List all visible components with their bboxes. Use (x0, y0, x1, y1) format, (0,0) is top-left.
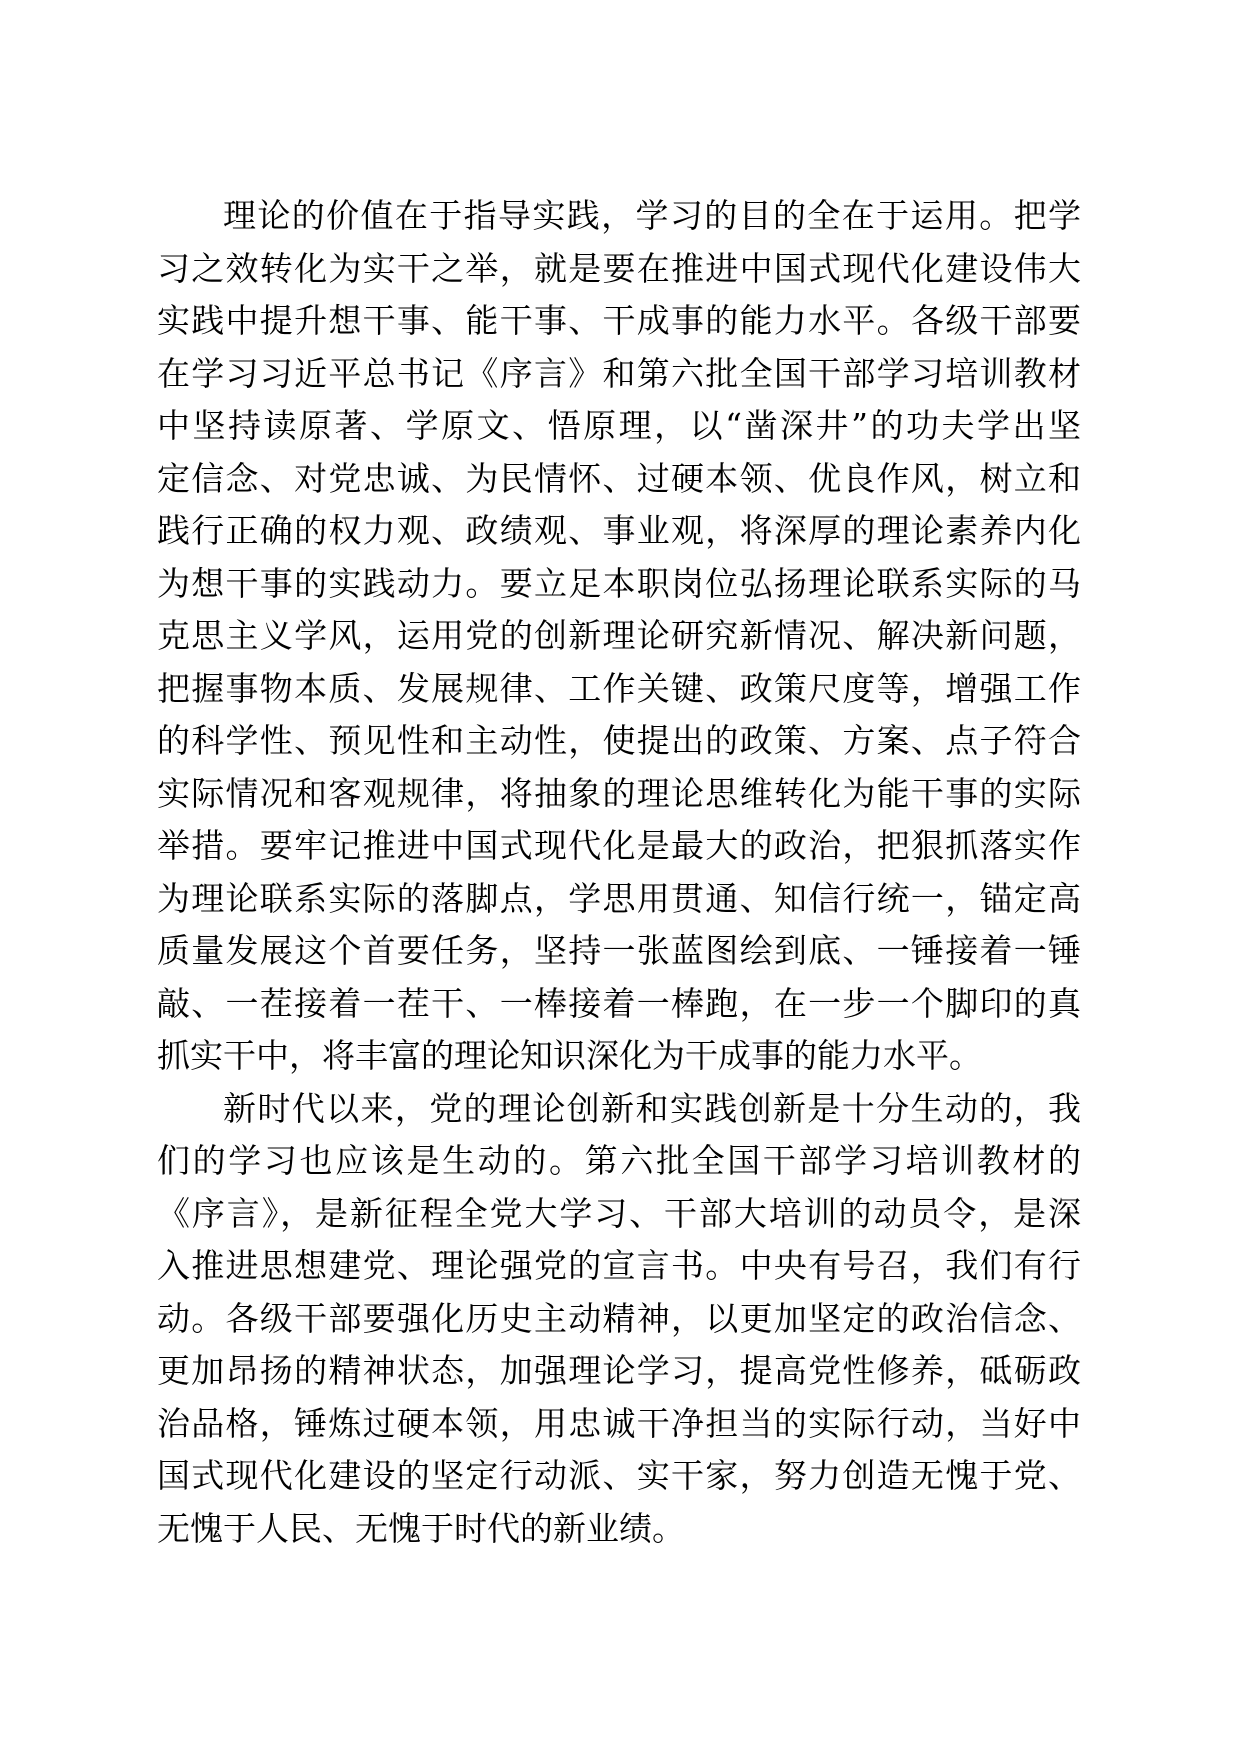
paragraph-line: 新时代以来，党的理论创新和实践创新是十分生动的，我 (223, 1088, 1081, 1128)
paragraph-line: 实践中提升想干事、能干事、干成事的能力水平。各级干部要 (157, 301, 1081, 340)
paragraph-line: 克思主义学风，运用党的创新理论研究新情况、解决新问题， (157, 616, 1081, 655)
paragraph-line: 习之效转化为实干之举，就是要在推进中国式现代化建设伟大 (157, 248, 1081, 288)
paragraph-line: 《序言》，是新征程全党大学习、干部大培训的动员令，是深 (157, 1193, 1081, 1233)
paragraph-line: 国式现代化建设的坚定行动派、实干家，努力创造无愧于党、 (157, 1456, 1081, 1495)
paragraph-1 (157, 190, 1081, 1083)
paragraph-line: 举措。要牢记推进中国式现代化是最大的政治，把狠抓落实作 (157, 826, 1081, 865)
paragraph-line: 践行正确的权力观、政绩观、事业观，将深厚的理论素养内化 (157, 511, 1081, 550)
paragraph-line: 入推进思想建党、理论强党的宣言书。中央有号召，我们有行 (157, 1246, 1081, 1285)
paragraph-line: 质量发展这个首要任务，坚持一张蓝图绘到底、一锤接着一锤 (157, 931, 1081, 970)
paragraph-line: 为想干事的实践动力。要立足本职岗位弘扬理论联系实际的马 (157, 563, 1081, 603)
paragraph-line: 定信念、对党忠诚、为民情怀、过硬本领、优良作风，树立和 (157, 458, 1081, 498)
paragraph-line: 治品格，锤炼过硬本领，用忠诚干净担当的实际行动，当好中 (157, 1403, 1081, 1443)
paragraph-line: 更加昂扬的精神状态，加强理论学习，提高党性修养，砥砺政 (157, 1351, 1081, 1390)
paragraph-line: 们的学习也应该是生动的。第六批全国干部学习培训教材的 (157, 1141, 1081, 1180)
paragraph-line: 中坚持读原著、学原文、悟原理，以“凿深井”的功夫学出坚 (157, 406, 1081, 445)
paragraph-2 (157, 1083, 1081, 1556)
paragraph-line: 在学习习近平总书记《序言》和第六批全国干部学习培训教材 (157, 353, 1081, 393)
paragraph-line: 敲、一茬接着一茬干、一棒接着一棒跑，在一步一个脚印的真 (157, 983, 1081, 1023)
paragraph-line: 动。各级干部要强化历史主动精神，以更加坚定的政治信念、 (157, 1298, 1081, 1338)
paragraph-line: 抓实干中，将丰富的理论知识深化为干成事的能力水平。 (157, 1036, 982, 1075)
paragraph-line: 为理论联系实际的落脚点，学思用贯通、知信行统一，锚定高 (157, 878, 1081, 918)
paragraph-line: 实际情况和客观规律，将抽象的理论思维转化为能干事的实际 (157, 773, 1081, 813)
paragraph-line: 无愧于人民、无愧于时代的新业绩。 (157, 1508, 685, 1548)
document-body (157, 190, 1081, 1555)
paragraph-line: 的科学性、预见性和主动性，使提出的政策、方案、点子符合 (157, 721, 1081, 760)
paragraph-line: 把握事物本质、发展规律、工作关键、政策尺度等，增强工作 (157, 668, 1081, 708)
paragraph-line: 理论的价值在于指导实践，学习的目的全在于运用。把学 (223, 196, 1081, 235)
